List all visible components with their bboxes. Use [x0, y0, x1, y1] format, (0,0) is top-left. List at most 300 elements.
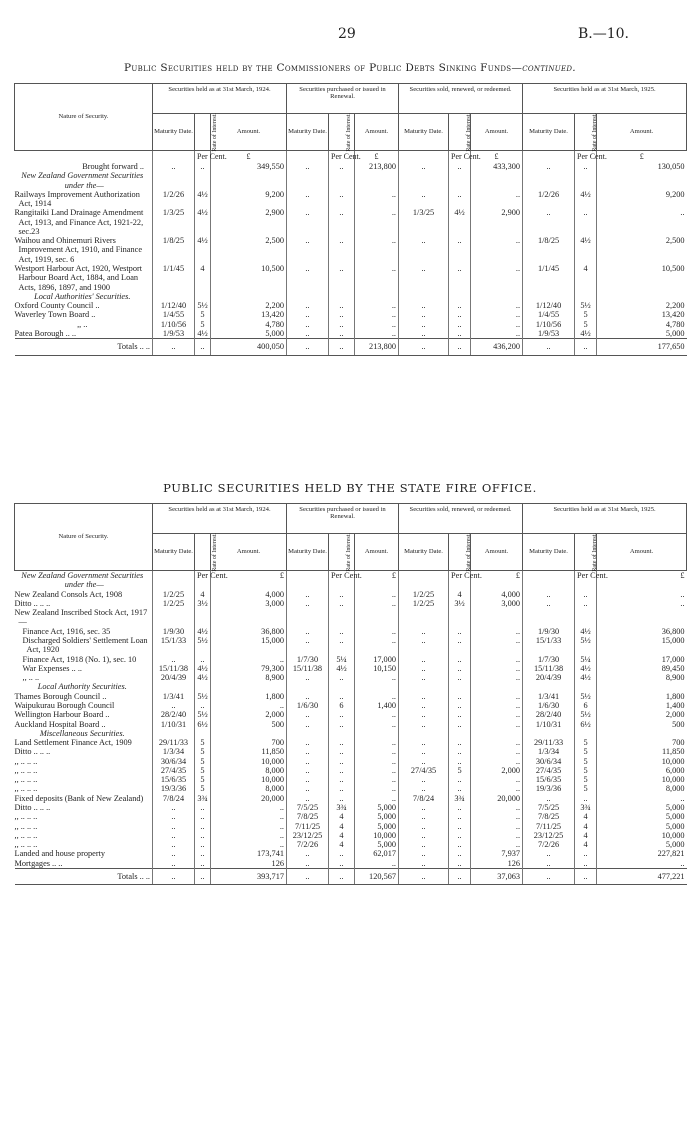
table-cell: ..: [153, 803, 195, 812]
table-cell: [449, 171, 471, 190]
table-row: [15, 208, 687, 236]
table-cell: 20,000: [471, 794, 523, 803]
table-cell: [287, 729, 329, 738]
table-cell: 1,800: [211, 692, 287, 701]
table-cell: ..: [399, 849, 449, 858]
table-cell: 1/10/56: [153, 320, 195, 329]
table-cell: ..: [329, 599, 355, 608]
table-cell: 1/9/53: [153, 329, 195, 339]
table-cell: ..: [287, 190, 329, 209]
table-cell: ..: [329, 720, 355, 729]
table-cell: 10,000: [597, 831, 687, 840]
table-cell: ..: [329, 236, 355, 264]
table-cell: [399, 608, 449, 627]
table-cell: 30/6/34: [523, 757, 575, 766]
table-row: [15, 236, 687, 264]
table-cell: 1/9/30: [523, 627, 575, 636]
table-cell: 5: [195, 747, 211, 756]
table-cell: ..: [287, 320, 329, 329]
totals-label: Totals .. ..: [15, 869, 153, 885]
table-cell: ..: [399, 329, 449, 339]
table-cell: ..: [355, 301, 399, 310]
table-row: [15, 655, 687, 664]
rate-of-interest-label: Rate of Interest.: [345, 533, 352, 572]
table2-title: PUBLIC SECURITIES HELD BY THE STATE FIRE OFFICE.: [163, 481, 537, 495]
column-group-header: Securities held as at 31st March, 1924.: [153, 84, 287, 114]
table-cell: [153, 608, 195, 627]
table-cell: 28/2/40: [523, 710, 575, 719]
table-cell: ..: [355, 747, 399, 756]
table-cell: ..: [287, 794, 329, 803]
table-cell: 5: [195, 738, 211, 747]
table-cell: 4,000: [211, 590, 287, 599]
totals-cell: ..: [523, 339, 575, 355]
table-cell: ..: [399, 859, 449, 869]
table-cell: 227,821: [597, 849, 687, 858]
table-cell: 4: [575, 822, 597, 831]
table-cell: 13,420: [597, 310, 687, 319]
table-cell: 5,000: [355, 840, 399, 849]
units-row: [15, 151, 687, 162]
totals-cell: ..: [329, 339, 355, 355]
totals-cell: ..: [153, 339, 195, 355]
table-cell: 2,900: [471, 208, 523, 236]
page-number: 29: [338, 26, 356, 42]
security-label: Landed and house property: [14, 849, 106, 859]
maturity-date-header: Maturity Date.: [287, 114, 329, 151]
table-cell: ..: [355, 320, 399, 329]
table-cell: 1/3/34: [153, 747, 195, 756]
security-label: Finance Act, 1916, sec. 35: [22, 626, 111, 636]
security-label: Ditto .. .. ..: [14, 747, 51, 757]
table-cell: 23/12/25: [523, 831, 575, 840]
table-cell: 28/2/40: [153, 710, 195, 719]
table-cell: 1/2/25: [399, 599, 449, 608]
table-row: [15, 738, 687, 747]
table-cell: ..: [153, 859, 195, 869]
table-cell: ..: [575, 599, 597, 608]
table-cell: 4½: [195, 236, 211, 264]
totals-cell: ..: [523, 869, 575, 885]
table-cell: 1,400: [597, 701, 687, 710]
table-row: [15, 720, 687, 729]
table-cell: ..: [471, 710, 523, 719]
table-cell: [153, 729, 195, 738]
table-cell: [287, 292, 329, 301]
table-cell: ..: [449, 738, 471, 747]
table-cell: ..: [355, 627, 399, 636]
rate-of-interest-header: [195, 113, 218, 152]
table-cell: 1/3/41: [523, 692, 575, 701]
security-label: New Zealand Government Securities under the—: [21, 171, 144, 190]
table-cell: [471, 292, 523, 301]
column-group-header: Securities held as at 31st March, 1925.: [523, 84, 687, 114]
table-cell: ..: [287, 599, 329, 608]
table-cell: 1/1/45: [153, 264, 195, 292]
table-cell: 27/4/35: [523, 766, 575, 775]
table-cell: 500: [211, 720, 287, 729]
table-cell: ..: [287, 208, 329, 236]
table-cell: [287, 608, 329, 627]
table-cell: Per Cent.: [449, 571, 471, 590]
table-cell: 4: [329, 831, 355, 840]
security-label: ,, ..: [77, 319, 88, 329]
table-cell: 10,500: [597, 264, 687, 292]
table-cell: ..: [471, 655, 523, 664]
table-cell: ..: [399, 627, 449, 636]
table-row: [15, 840, 687, 849]
table-cell: ..: [329, 320, 355, 329]
table-cell: 5: [575, 775, 597, 784]
table-cell: ..: [471, 822, 523, 831]
table-cell: £: [471, 571, 523, 590]
table-cell: ..: [449, 236, 471, 264]
table-cell: ..: [399, 757, 449, 766]
security-label: Miscellaneous Securities.: [39, 728, 125, 738]
table-row: [15, 627, 687, 636]
table-cell: Per Cent.: [329, 571, 355, 590]
table-cell: 36,800: [211, 627, 287, 636]
table-cell: 5½: [575, 710, 597, 719]
table-row: [15, 822, 687, 831]
table-cell: ..: [399, 738, 449, 747]
table-cell: ..: [471, 831, 523, 840]
table-cell: ..: [399, 692, 449, 701]
table-cell: ..: [449, 840, 471, 849]
table-cell: 4½: [575, 664, 597, 673]
security-label: New Zealand Government Securities under the—: [21, 571, 144, 590]
table-cell: ..: [471, 264, 523, 292]
table-cell: 1/4/55: [153, 310, 195, 319]
table-cell: 13,420: [211, 310, 287, 319]
totals-label: Totals .. ..: [15, 339, 153, 355]
table-cell: ..: [195, 831, 211, 840]
table-cell: [575, 729, 597, 738]
table-cell: ..: [195, 859, 211, 869]
table-cell: ..: [471, 673, 523, 682]
table-cell: ..: [355, 264, 399, 292]
totals-cell: ..: [287, 869, 329, 885]
table-cell: [575, 171, 597, 190]
table-cell: [523, 571, 575, 590]
table-cell: 5: [195, 320, 211, 329]
totals-cell: ..: [153, 869, 195, 885]
table-cell: 30/6/34: [153, 757, 195, 766]
table-cell: ..: [449, 784, 471, 793]
security-label: Waverley Town Board ..: [14, 310, 96, 320]
table-cell: ..: [449, 710, 471, 719]
table-cell: 4½: [195, 208, 211, 236]
table-cell: ..: [329, 747, 355, 756]
table-cell: ..: [195, 701, 211, 710]
table-cell: [195, 682, 211, 691]
table-cell: ..: [575, 590, 597, 599]
table-cell: 6: [575, 701, 597, 710]
table-cell: 1/3/34: [523, 747, 575, 756]
security-label: Wellington Harbour Board ..: [14, 710, 110, 720]
table-cell: ..: [597, 590, 687, 599]
table-cell: ..: [287, 673, 329, 682]
table-cell: ..: [523, 208, 575, 236]
table-cell: 5¼: [575, 655, 597, 664]
totals-cell: 436,200: [471, 339, 523, 355]
table-cell: 7/8/24: [399, 794, 449, 803]
table-cell: 4½: [195, 627, 211, 636]
totals-cell: ..: [575, 339, 597, 355]
table-cell: 2,200: [211, 301, 287, 310]
table-cell: ..: [329, 636, 355, 655]
table-cell: ..: [399, 822, 449, 831]
security-label: Mortgages .. ..: [14, 858, 63, 868]
document-reference: B.—10.: [578, 26, 630, 42]
table-cell: ..: [153, 162, 195, 171]
table-cell: 15/11/38: [153, 664, 195, 673]
table-cell: ..: [471, 320, 523, 329]
table-cell: ..: [523, 859, 575, 869]
table-cell: £: [211, 571, 287, 590]
table-cell: [211, 292, 287, 301]
table-cell: ..: [575, 794, 597, 803]
table-cell: 1/1/45: [523, 264, 575, 292]
column-group-header: Securities sold, renewed, or redeemed.: [399, 84, 523, 114]
security-label: War Expenses .. ..: [22, 663, 82, 673]
table-cell: ..: [471, 301, 523, 310]
column-group-header: Securities purchased or issued in Renewal.: [287, 84, 399, 114]
table-cell: ..: [575, 859, 597, 869]
table-cell: [355, 292, 399, 301]
table-cell: [329, 608, 355, 627]
table-cell: 173,741: [211, 849, 287, 858]
table-cell: 213,800: [355, 162, 399, 171]
table-cell: 4,780: [597, 320, 687, 329]
table-cell: ..: [575, 162, 597, 171]
table-cell: [153, 171, 195, 190]
table-cell: [211, 729, 287, 738]
table-cell: ..: [523, 162, 575, 171]
table-cell: ..: [287, 692, 329, 701]
table-cell: 1/10/31: [523, 720, 575, 729]
table-cell: ..: [355, 310, 399, 319]
security-label: ,, .. .. ..: [14, 840, 38, 850]
table-cell: [355, 171, 399, 190]
table-cell: ..: [329, 627, 355, 636]
table-cell: ..: [471, 775, 523, 784]
table-cell: ..: [329, 766, 355, 775]
security-label: Auckland Hospital Board ..: [14, 719, 106, 729]
table-cell: 5½: [195, 710, 211, 719]
security-label: ,, .. .. ..: [14, 775, 38, 785]
table-cell: ..: [287, 710, 329, 719]
security-label: Railways Improvement Authorization Act, 1914: [14, 189, 140, 209]
totals-cell: ..: [287, 339, 329, 355]
totals-cell: ..: [399, 869, 449, 885]
table-cell: ..: [329, 590, 355, 599]
table-cell: 7/11/25: [523, 822, 575, 831]
table-row: [15, 190, 687, 209]
per-cent-unit: Per Cent.: [329, 151, 355, 162]
table-cell: 1/8/25: [523, 236, 575, 264]
table-cell: ..: [329, 301, 355, 310]
table-cell: 8,900: [211, 673, 287, 682]
table-cell: [287, 171, 329, 190]
per-cent-unit: Per Cent.: [195, 151, 211, 162]
table-cell: ..: [471, 812, 523, 821]
table-cell: 4: [575, 840, 597, 849]
table-cell: 7/11/25: [287, 822, 329, 831]
table-cell: ..: [471, 664, 523, 673]
table-cell: [399, 292, 449, 301]
table-cell: ..: [471, 190, 523, 209]
maturity-date-header: Maturity Date.: [399, 534, 449, 571]
table-cell: ..: [287, 747, 329, 756]
table-cell: ..: [195, 655, 211, 664]
amount-header: Amount.: [471, 114, 523, 151]
amount-header: Amount.: [597, 114, 687, 151]
table-cell: 5,000: [597, 803, 687, 812]
table-cell: 5: [195, 775, 211, 784]
security-label: Discharged Soldiers' Settlement Loan Act, 1920: [22, 635, 148, 655]
table-row: [15, 301, 687, 310]
table-cell: ..: [355, 636, 399, 655]
table-cell: ..: [449, 655, 471, 664]
table-cell: [575, 292, 597, 301]
table-cell: 4: [575, 264, 597, 292]
table-row: [15, 320, 687, 329]
table-cell: ..: [211, 822, 287, 831]
table-cell: ..: [329, 710, 355, 719]
table-cell: ..: [471, 329, 523, 339]
table-cell: 1/3/25: [399, 208, 449, 236]
table-cell: ..: [399, 664, 449, 673]
table-cell: ..: [355, 784, 399, 793]
rate-of-interest-header: [575, 534, 597, 571]
table-cell: 7/8/25: [523, 812, 575, 821]
table-cell: 1/8/25: [153, 236, 195, 264]
security-label: Waipukurau Borough Council: [14, 700, 115, 710]
table-cell: ..: [153, 840, 195, 849]
table-cell: 1/10/56: [523, 320, 575, 329]
table-cell: [211, 682, 287, 691]
table-cell: 27/4/35: [153, 766, 195, 775]
table-cell: [329, 171, 355, 190]
table-cell: 5,000: [597, 822, 687, 831]
rate-of-interest-header: [329, 534, 355, 571]
per-cent-unit: Per Cent.: [449, 151, 471, 162]
table-cell: 4½: [575, 627, 597, 636]
table-cell: 4: [449, 590, 471, 599]
table-cell: 15/6/35: [153, 775, 195, 784]
table-cell: 5: [575, 738, 597, 747]
table-cell: 5½: [575, 636, 597, 655]
table-cell: ..: [195, 840, 211, 849]
table-cell: [195, 608, 211, 627]
table-cell: ..: [355, 599, 399, 608]
table-cell: ..: [355, 775, 399, 784]
table-row: [15, 171, 687, 190]
page-header: [0, 26, 700, 46]
table-cell: 15,000: [211, 636, 287, 655]
totals-cell: ..: [399, 339, 449, 355]
table-cell: [153, 682, 195, 691]
table-cell: 17,000: [355, 655, 399, 664]
table-cell: ..: [355, 738, 399, 747]
table-cell: [449, 682, 471, 691]
table-cell: [329, 292, 355, 301]
rate-of-interest-header: [195, 533, 218, 572]
table-cell: ..: [153, 822, 195, 831]
security-label: Brought forward ..: [82, 161, 144, 171]
table-cell: ..: [153, 701, 195, 710]
table-cell: 8,000: [211, 784, 287, 793]
table-cell: 1/12/40: [523, 301, 575, 310]
table-cell: 130,050: [597, 162, 687, 171]
table-cell: ..: [449, 822, 471, 831]
table-cell: 4½: [195, 673, 211, 682]
table-cell: ..: [449, 720, 471, 729]
table-cell: 4: [195, 590, 211, 599]
table-cell: ..: [287, 766, 329, 775]
table-row: [15, 590, 687, 599]
totals-cell: 213,800: [355, 339, 399, 355]
table-cell: 1/6/30: [523, 701, 575, 710]
table-cell: ..: [211, 840, 287, 849]
table-cell: ..: [287, 849, 329, 858]
amount-header: Amount.: [471, 534, 523, 571]
table-cell: [449, 292, 471, 301]
table-cell: 62,017: [355, 849, 399, 858]
table-cell: ..: [211, 701, 287, 710]
sinking-funds-table: [14, 83, 687, 356]
table-cell: ..: [355, 208, 399, 236]
table-cell: 5: [575, 757, 597, 766]
security-label: Oxford County Council ..: [14, 301, 100, 311]
table-cell: [195, 292, 211, 301]
table-cell: [523, 729, 575, 738]
table-cell: ..: [575, 849, 597, 858]
table-cell: ..: [287, 720, 329, 729]
table-cell: [597, 729, 687, 738]
table-cell: ..: [449, 264, 471, 292]
table-cell: 1/7/30: [287, 655, 329, 664]
table-cell: ..: [287, 738, 329, 747]
table-cell: 5: [575, 784, 597, 793]
table-cell: 126: [471, 859, 523, 869]
table-cell: 7/2/26: [287, 840, 329, 849]
table-cell: 20/4/39: [153, 673, 195, 682]
table-cell: 29/11/33: [153, 738, 195, 747]
table-cell: ..: [523, 849, 575, 858]
table-cell: [471, 682, 523, 691]
table-cell: 10,000: [355, 831, 399, 840]
security-label: Land Settlement Finance Act, 1909: [14, 738, 132, 748]
table-cell: ..: [449, 664, 471, 673]
table-cell: [399, 171, 449, 190]
table-cell: [523, 682, 575, 691]
maturity-date-header: Maturity Date.: [153, 534, 195, 571]
table-row: [15, 682, 687, 691]
security-label: Westport Harbour Act, 1920, Westport Harbour Board Act, 1884, and Loan Acts, 1896, 1897, and 1900: [14, 264, 143, 292]
table-cell: ..: [195, 162, 211, 171]
table-cell: ..: [449, 692, 471, 701]
nature-header: Nature of Security.: [15, 504, 153, 571]
amount-header: Amount.: [355, 534, 399, 571]
maturity-date-header: Maturity Date.: [399, 114, 449, 151]
table-cell: ..: [329, 692, 355, 701]
table-cell: 2,900: [211, 208, 287, 236]
table-cell: 19/3/36: [523, 784, 575, 793]
table-cell: 5,000: [355, 812, 399, 821]
units-blank: [287, 151, 329, 162]
